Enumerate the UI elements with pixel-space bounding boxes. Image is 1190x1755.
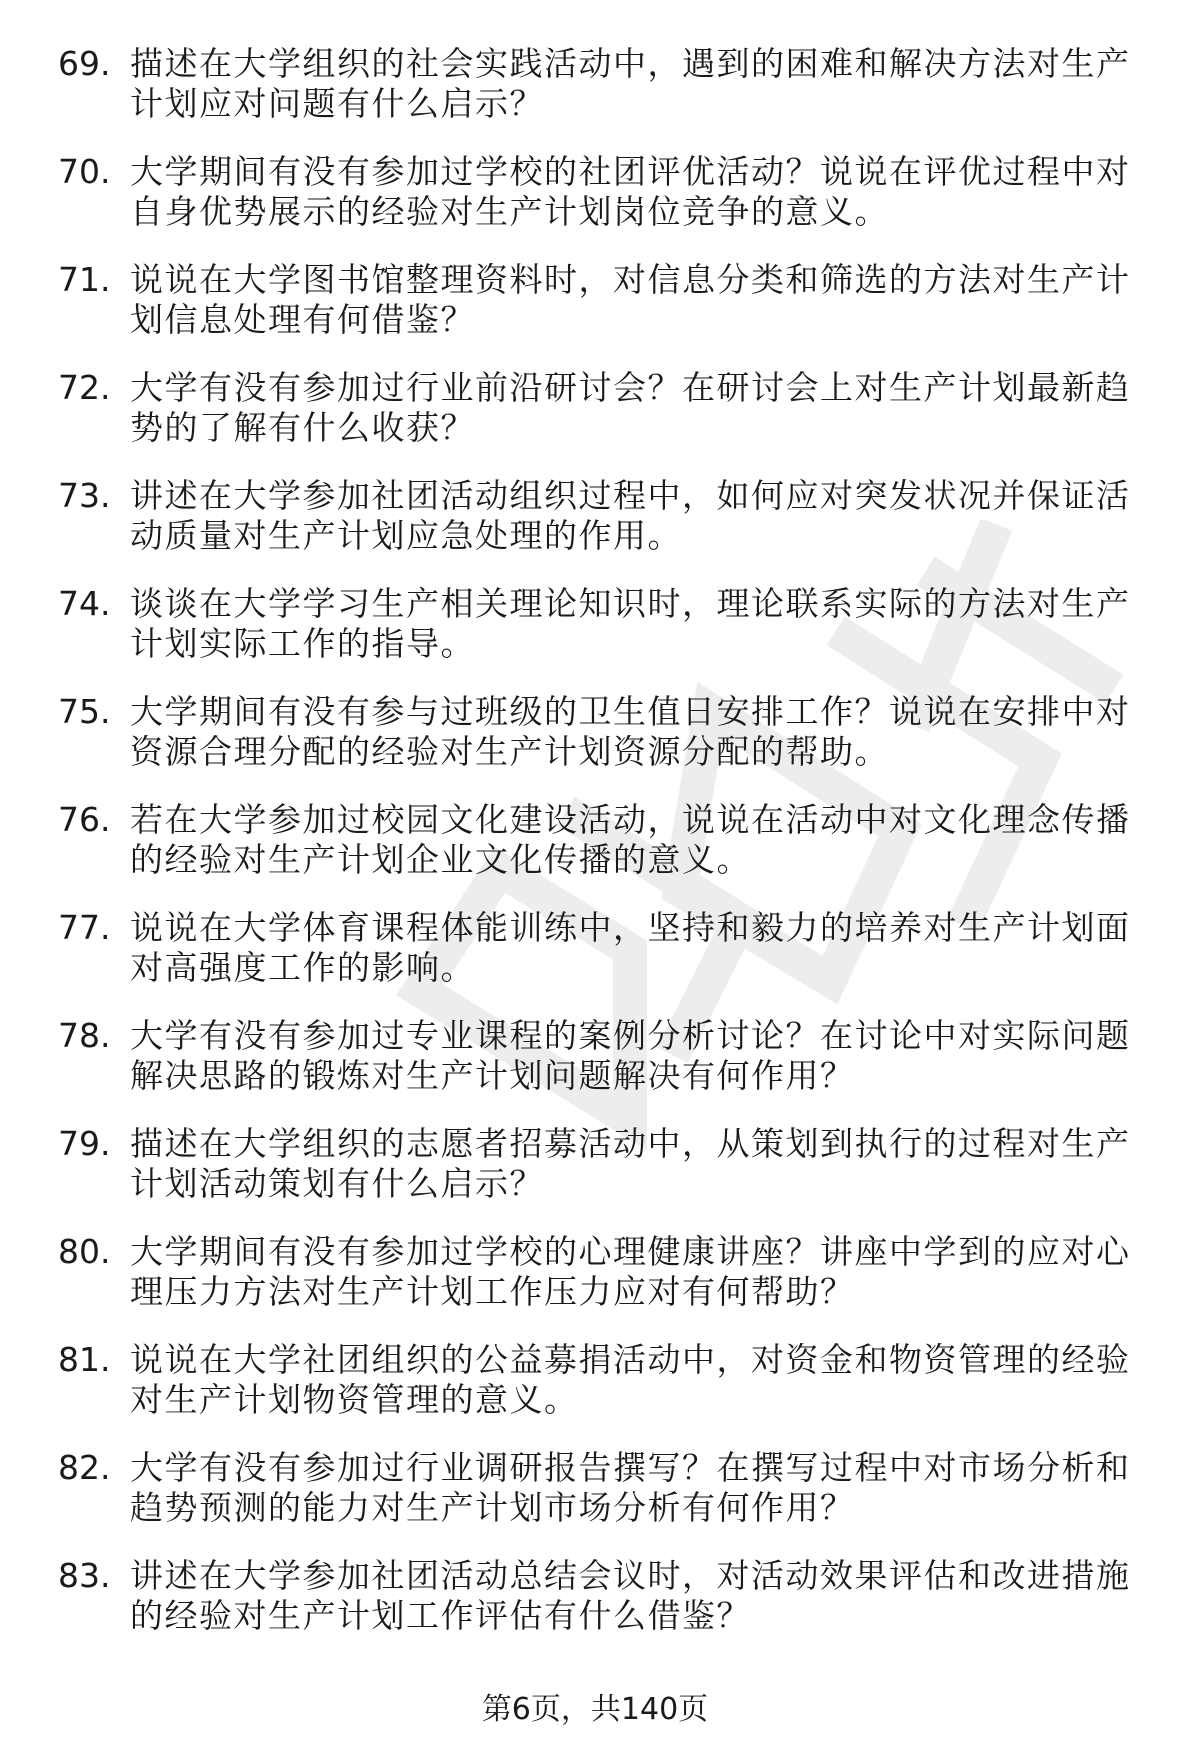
question-text: 大学期间有没有参加过学校的社团评优活动？说说在评优过程中对自身优势展示的经验对生产计划岗位竞争的意义。 — [130, 152, 1131, 231]
question-number: 76. — [58, 800, 111, 839]
page-number-footer: 第6页，共140页 — [481, 1692, 709, 1727]
question-number: 80. — [58, 1232, 111, 1271]
question-item — [58, 44, 1148, 124]
question-text: 谈谈在大学学习生产相关理论知识时，理论联系实际的方法对生产计划实际工作的指导。 — [130, 584, 1131, 663]
question-text: 讲述在大学参加社团活动组织过程中，如何应对突发状况并保证活动质量对生产计划应急处理的作用。 — [130, 476, 1131, 555]
question-item — [58, 908, 1148, 988]
question-item — [58, 1556, 1148, 1636]
question-item — [58, 692, 1148, 772]
question-number: 79. — [58, 1124, 111, 1163]
question-text: 说说在大学社团组织的公益募捐活动中，对资金和物资管理的经验对生产计划物资管理的意义。 — [130, 1340, 1131, 1419]
question-number: 77. — [58, 908, 111, 947]
question-text: 大学期间有没有参与过班级的卫生值日安排工作？说说在安排中对资源合理分配的经验对生产计划资源分配的帮助。 — [130, 692, 1131, 771]
question-text: 说说在大学图书馆整理资料时，对信息分类和筛选的方法对生产计划信息处理有何借鉴？ — [130, 260, 1131, 339]
question-number: 82. — [58, 1448, 111, 1487]
question-text: 大学有没有参加过专业课程的案例分析讨论？在讨论中对实际问题解决思路的锻炼对生产计划问题解决有何作用？ — [130, 1016, 1131, 1095]
question-number: 72. — [58, 368, 111, 407]
question-item — [58, 1340, 1148, 1420]
question-number: 73. — [58, 476, 111, 515]
question-text: 大学期间有没有参加过学校的心理健康讲座？讲座中学到的应对心理压力方法对生产计划工作压力应对有何帮助？ — [130, 1232, 1131, 1311]
question-number: 71. — [58, 260, 111, 299]
question-item — [58, 1124, 1148, 1204]
question-item — [58, 152, 1148, 232]
question-number: 69. — [58, 44, 111, 83]
question-item — [58, 800, 1148, 880]
question-list — [58, 44, 1148, 1664]
question-item — [58, 1016, 1148, 1096]
question-item — [58, 476, 1148, 556]
question-text: 讲述在大学参加社团活动总结会议时，对活动效果评估和改进措施的经验对生产计划工作评估有什么借鉴？ — [130, 1556, 1131, 1635]
question-text: 说说在大学体育课程体能训练中，坚持和毅力的培养对生产计划面对高强度工作的影响。 — [130, 908, 1131, 987]
question-number: 75. — [58, 692, 111, 731]
question-item — [58, 1448, 1148, 1528]
question-item — [58, 584, 1148, 664]
question-text: 描述在大学组织的社会实践活动中，遇到的困难和解决方法对生产计划应对问题有什么启示？ — [130, 44, 1131, 123]
question-number: 78. — [58, 1016, 111, 1055]
question-item — [58, 368, 1148, 448]
question-text: 大学有没有参加过行业调研报告撰写？在撰写过程中对市场分析和趋势预测的能力对生产计划市场分析有何作用？ — [130, 1448, 1131, 1527]
question-text: 大学有没有参加过行业前沿研讨会？在研讨会上对生产计划最新趋势的了解有什么收获？ — [130, 368, 1131, 447]
question-number: 70. — [58, 152, 111, 191]
question-number: 74. — [58, 584, 111, 623]
question-text: 若在大学参加过校园文化建设活动，说说在活动中对文化理念传播的经验对生产计划企业文化传播的意义。 — [130, 800, 1131, 879]
question-item — [58, 260, 1148, 340]
question-item — [58, 1232, 1148, 1312]
question-number: 83. — [58, 1556, 111, 1595]
question-number: 81. — [58, 1340, 111, 1379]
question-text: 描述在大学组织的志愿者招募活动中，从策划到执行的过程对生产计划活动策划有什么启示？ — [130, 1124, 1131, 1203]
